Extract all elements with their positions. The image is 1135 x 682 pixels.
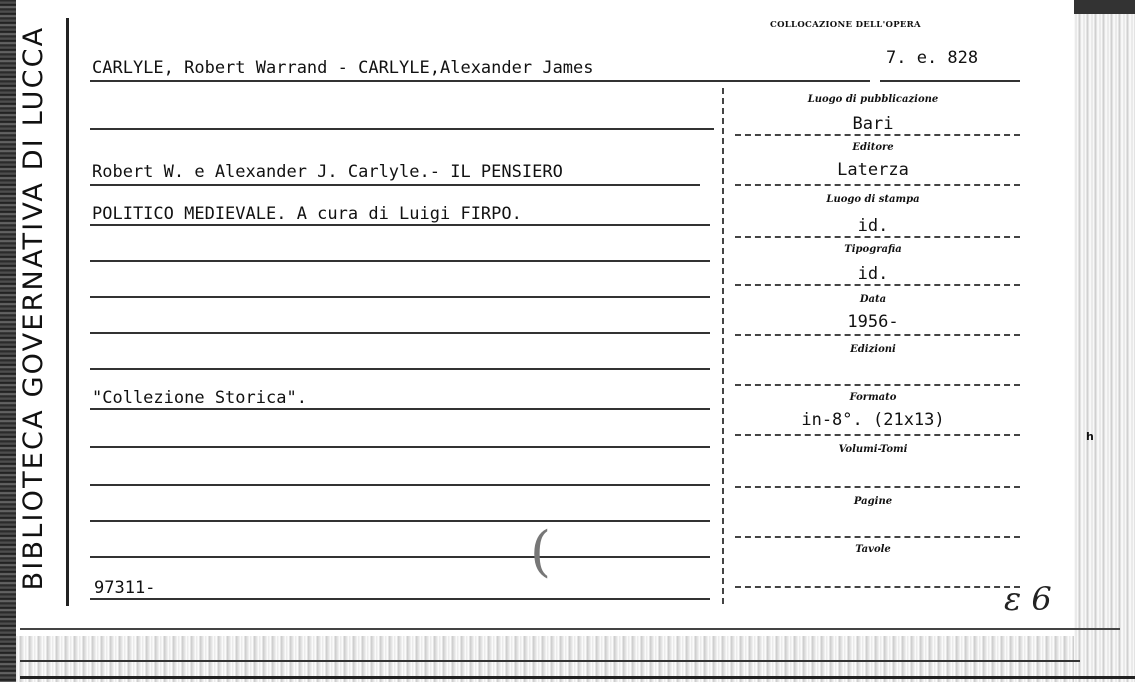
blank-rule <box>90 446 710 448</box>
right-edge-mark: h <box>1086 430 1094 443</box>
volumes-label: Volumi-Tomi <box>838 444 908 455</box>
publisher-rule <box>735 184 1020 186</box>
volumes-rule <box>735 486 1020 488</box>
collocation-header: COLLOCAZIONE DELL'OPERA <box>770 20 921 30</box>
format-label: Formato <box>849 392 897 403</box>
title-line-1: Robert W. e Alexander J. Carlyle.- IL PENSIERO <box>92 162 563 182</box>
bottom-rule <box>20 676 1135 679</box>
publisher-label: Editore <box>852 142 894 153</box>
faint-bracket-mark: ( <box>530 520 552 583</box>
blank-rule <box>90 368 710 370</box>
format-value: in-8°. (21x13) <box>801 410 945 430</box>
shelfmark-rule <box>880 80 1020 82</box>
blank-rule <box>90 296 710 298</box>
place-label: Luogo di pubblicazione <box>807 94 939 105</box>
format-rule <box>735 434 1020 436</box>
right-edge-stamp <box>1074 0 1135 14</box>
card-right-edge <box>1074 0 1135 682</box>
blank-rule <box>90 484 710 486</box>
inventory-number: 97311- <box>94 578 156 598</box>
date-label: Data <box>859 294 887 305</box>
blank-rule <box>90 128 714 130</box>
author-line: CARLYLE, Robert Warrand - CARLYLE,Alexander James <box>92 58 594 78</box>
editions-rule <box>735 384 1020 386</box>
print-place-rule <box>735 236 1020 238</box>
column-divider <box>722 88 724 604</box>
bottom-rule <box>20 628 1120 630</box>
blank-rule <box>90 260 710 262</box>
date-rule <box>735 334 1020 336</box>
print-place-label: Luogo di stampa <box>826 194 920 205</box>
left-border-line <box>66 18 69 606</box>
plates-rule <box>735 586 1020 588</box>
library-name-vertical: BIBLIOTECA GOVERNATIVA DI LUCCA <box>18 25 49 591</box>
date-value: 1956- <box>847 312 899 332</box>
author-rule <box>90 80 870 82</box>
title-rule-1 <box>90 184 700 186</box>
print-place-value: id. <box>857 216 889 236</box>
blank-rule <box>90 556 710 558</box>
pages-rule <box>735 536 1020 538</box>
place-value: Bari <box>852 114 894 134</box>
place-rule <box>735 134 1020 136</box>
title-line-2: POLITICO MEDIEVALE. A cura di Luigi FIRPO. <box>92 204 522 224</box>
inventory-rule <box>90 598 710 600</box>
card-left-edge <box>0 0 16 682</box>
printer-rule <box>735 284 1020 286</box>
blank-rule <box>90 332 710 334</box>
editions-label: Edizioni <box>850 344 896 355</box>
title-rule-2 <box>90 224 710 226</box>
shelfmark: 7. e. 828 <box>886 48 979 68</box>
plates-label: Tavole <box>855 544 891 555</box>
pages-label: Pagine <box>853 496 893 507</box>
series-rule <box>90 408 710 410</box>
printer-label: Tipografia <box>844 244 902 255</box>
series-line: "Collezione Storica". <box>92 388 307 408</box>
handwritten-mark: ε 6 <box>1004 580 1052 618</box>
publisher-value: Laterza <box>837 160 909 180</box>
bottom-rule <box>20 660 1080 662</box>
blank-rule <box>90 520 710 522</box>
printer-value: id. <box>857 264 889 284</box>
